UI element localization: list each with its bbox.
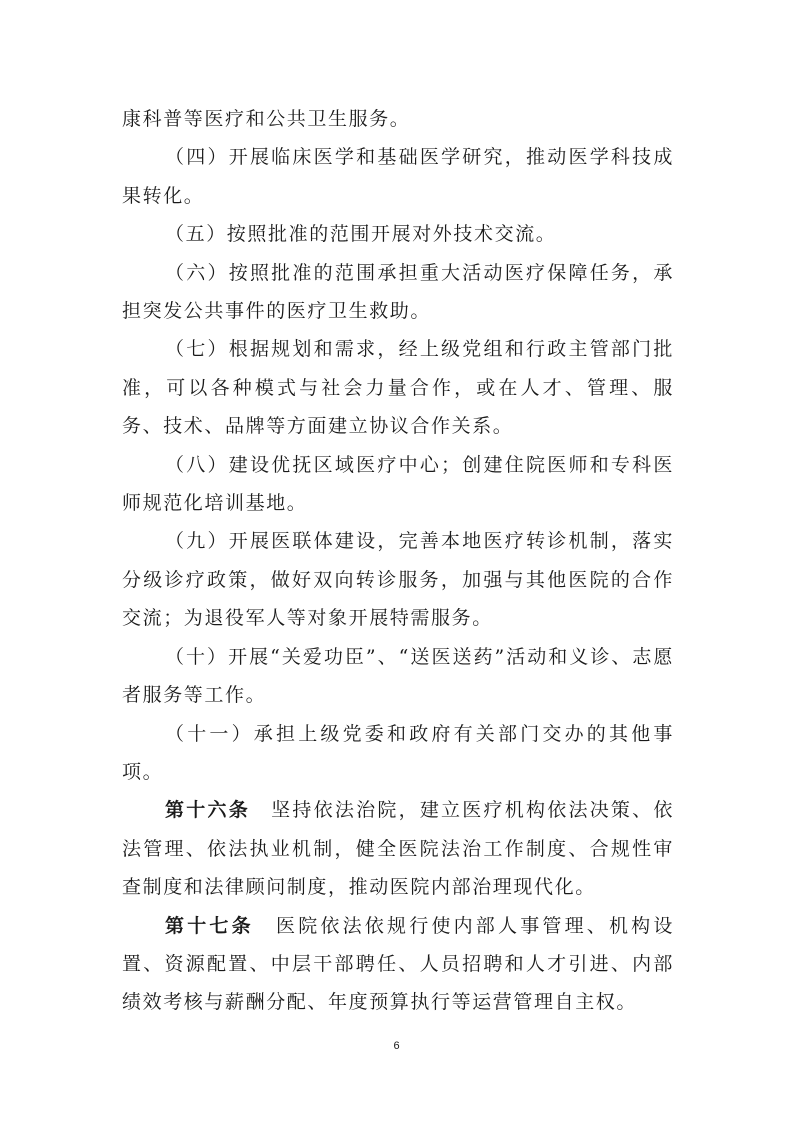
article-16 <box>122 791 674 906</box>
page-number: 6 <box>393 1040 400 1052</box>
list-item-7 <box>122 330 674 445</box>
paragraph-text: （九）开展医联体建设，完善本地医疗转诊机制，落实分级诊疗政策，做好双向转诊服务，加强与其他医院的合作交流；为退役军人等对象开展特需服务。 <box>122 530 674 630</box>
paragraph-text: （十一）承担上级党委和政府有关部门交办的其他事项。 <box>122 722 674 783</box>
list-item-4 <box>122 138 674 215</box>
paragraph-text: （五）按照批准的范围开展对外技术交流。 <box>165 223 557 246</box>
list-item-6 <box>122 254 674 331</box>
paragraph-text: 坚持依法治院，建立医疗机构依法决策、依法管理、依法执业机制，健全医院法治工作制度、合规性审查制度和法律顾问制度，推动医院内部治理现代化。 <box>122 799 674 899</box>
paragraph-text: （四）开展临床医学和基础医学研究，推动医学科技成果转化。 <box>122 146 674 207</box>
article-17 <box>122 907 674 1022</box>
paragraph-text: （八）建设优抚区域医疗中心；创建住院医师和专科医师规范化培训基地。 <box>122 453 674 515</box>
list-item-8 <box>122 446 674 523</box>
paragraph-text: （六）按照批准的范围承担重大活动医疗保障任务，承担突发公共事件的医疗卫生救助。 <box>122 261 674 323</box>
paragraph-text: （七）根据规划和需求，经上级党组和行政主管部门批准，可以各种模式与社会力量合作，或在人才、管理、服务、技术、品牌等方面建立协议合作关系。 <box>122 338 674 438</box>
paragraph-text: 康科普等医疗和公共卫生服务。 <box>122 108 411 130</box>
paragraph-text: 医院依法依规行使内部人事管理、机构设置、资源配置、中层干部聘任、人员招聘和人才引进、内部绩效考核与薪酬分配、年度预算执行等运营管理自主权。 <box>122 914 674 1014</box>
paragraph-text: （十）开展“关爱功臣”、“送医送药”活动和义诊、志愿者服务等工作。 <box>122 645 674 707</box>
body-text <box>122 100 674 1022</box>
list-item-5 <box>122 215 674 253</box>
paragraph-continuation <box>122 100 674 138</box>
article-heading: 第十七条 <box>165 914 254 937</box>
list-item-10 <box>122 638 674 715</box>
list-item-11 <box>122 715 674 792</box>
list-item-9 <box>122 522 674 637</box>
article-heading: 第十六条 <box>165 799 250 822</box>
